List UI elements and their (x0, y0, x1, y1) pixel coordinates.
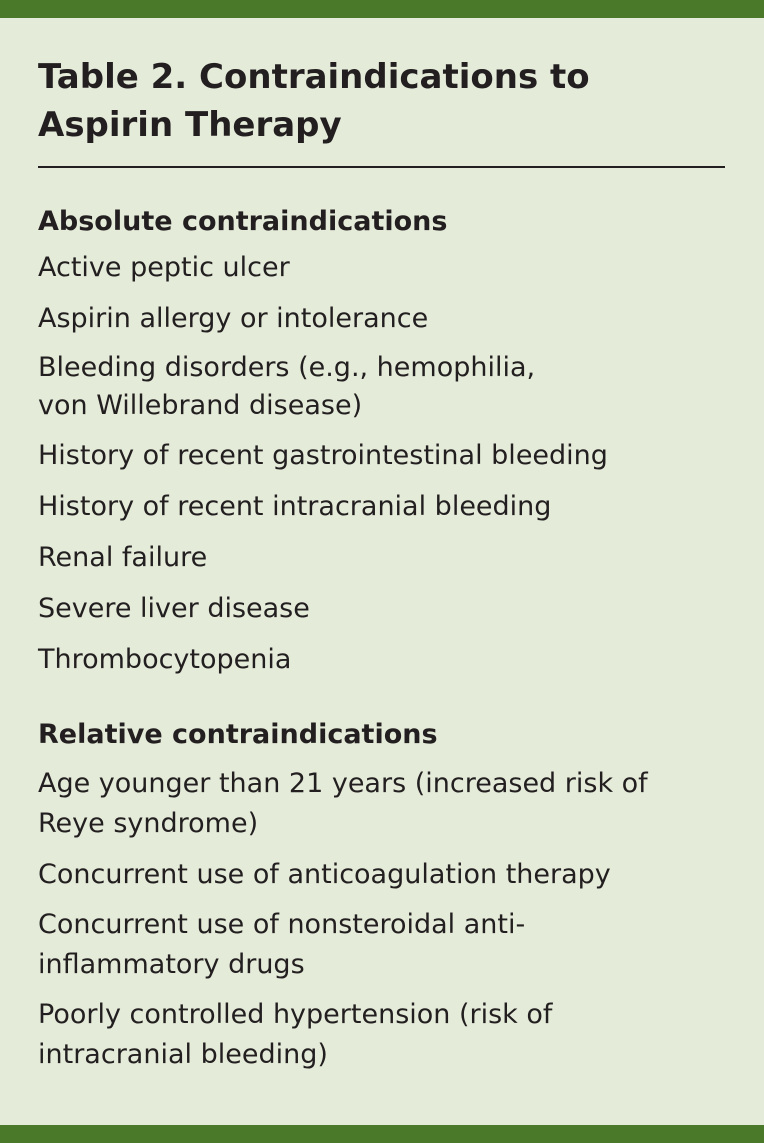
table-title-line-1: Table 2. Contraindications to (38, 57, 590, 97)
table-title (38, 53, 728, 149)
list-item: Severe liver disease (38, 593, 310, 624)
relative-contraindications-list (38, 764, 738, 1085)
list-item: History of recent gastrointestinal bleeding (38, 440, 608, 471)
absolute-contraindications-heading: Absolute contraindications (38, 206, 448, 237)
list-item: History of recent intracranial bleeding (38, 491, 552, 522)
relative-contraindications-heading: Relative contraindications (38, 719, 438, 750)
table-title-line-2: Aspirin Therapy (38, 105, 342, 145)
list-item: Active peptic ulcer (38, 252, 290, 283)
list-item: Age younger than 21 years (increased risk of Reye syndrome) (38, 768, 648, 839)
list-item: Concurrent use of nonsteroidal anti- inflammatory drugs (38, 909, 526, 980)
list-item: Poorly controlled hypertension (risk of intracranial bleeding) (38, 999, 553, 1070)
list-item: Thrombocytopenia (38, 644, 292, 675)
title-divider (38, 166, 725, 168)
absolute-contraindications-list (38, 247, 738, 690)
list-item: Aspirin allergy or intolerance (38, 303, 429, 334)
list-item: Renal failure (38, 542, 208, 573)
list-item: Concurrent use of anticoagulation therapy (38, 859, 611, 890)
list-item: Bleeding disorders (e.g., hemophilia, von Willebrand disease) (38, 352, 536, 421)
